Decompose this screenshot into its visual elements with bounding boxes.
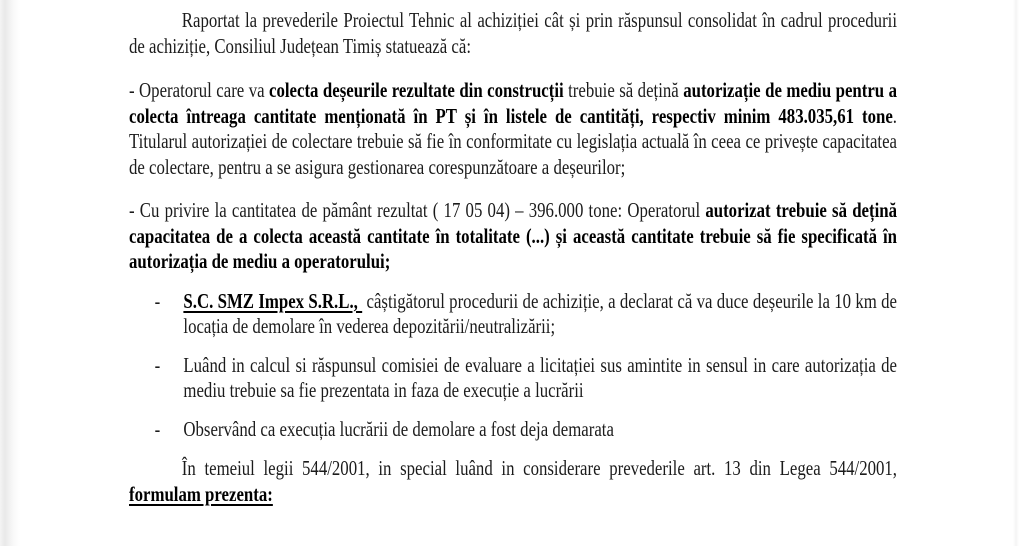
list-item-contractor — [129, 289, 897, 340]
document-content — [129, 8, 897, 507]
list-bullet: - — [154, 288, 161, 313]
page-left-edge-shadow — [0, 0, 20, 546]
list-bullet: - — [154, 352, 161, 377]
paragraph-soil-quantity: - Cu privire la cantitatea de pământ rezultat ( 17 05 04) – 396.000 tone: Operatorul autorizat trebuie să dețină capacitatea de a colecta această cantitate în totalitate (...) și această cantitate trebuie să fie specificată în autorizația de mediu a operatorului; — [129, 198, 898, 273]
list-item-commission-response-text: Luând in calcul si răspunsul comisiei de evaluare a licitației sus amintite in sensul in care autorizația de mediu trebuie sa fie prezentata in faza de execuție a lucrării — [183, 352, 897, 402]
paragraph-collect-requirement: - Operatorul care va colecta deșeurile rezultate din construcții trebuie să dețină autorizație de mediu pentru a colecta întreaga cantitate menționată în PT și în listele de cantități, respectiv minim 483.035,61 tone. Titularul autorizației de colectare trebuie să fie în conformitate cu legislația actuală în ceea ce privește capacitatea de colectare, pentru a se asigura gestionarea corespunzătoare a deșeurilor; — [129, 78, 898, 179]
list-item-execution-started-text: Observând ca execuția lucrării de demolare a fost deja demarata — [183, 416, 614, 441]
closing-paragraph: În temeiul legii 544/2001, in special luând in considerare prevederile art. 13 din Legea 544/2001, formulam prezenta: — [129, 456, 898, 506]
list-item-contractor-text: S.C. SMZ Impex S.R.L., câștigătorul procedurii de achiziție, a declarat că va duce deșeurile la 10 km de locația de demolare în vederea depozitării/neutralizării; — [183, 288, 897, 338]
intro-paragraph: Raportat la prevederile Proiectul Tehnic al achiziției cât și prin răspunsul consolidat în cadrul procedurii de achiziție, Consiliul Județean Timiș statuează că: — [129, 8, 898, 58]
list-item-execution-started — [129, 417, 897, 443]
page-right-edge-shadow — [1013, 0, 1019, 546]
list-item-commission-response — [129, 353, 897, 404]
list-bullet: - — [154, 416, 161, 441]
